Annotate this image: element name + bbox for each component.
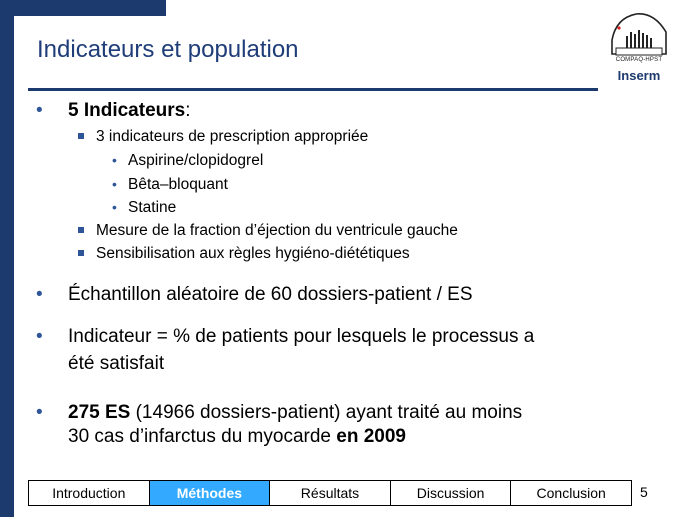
slide: Indicateurs et population COMPAQ-HPST Inserm • 5 Indicateurs: 3 indicateurs de prescription appropriée • Aspirine/clopidogrel • Bêta–bloquant • Statine Mesure de la fraction d’éjection du ventricule gauche Sensibilisation aux règles hygiéno-diététiques • Échantillon aléatoire de 60 dossiers-patient / ES • Indicateur = % de patients pour lesquels le processus a été satisfait • 275 ES (14966 dossiers-patient) ayant traité au moins 30 cas d’infarctus du myocarde en 2009 Introduction Méthodes Résultats Discussion Conclusion 5: [0, 0, 689, 517]
indicators-colon: :: [185, 100, 191, 121]
square-bullet-icon: [78, 227, 84, 233]
bullet-dot-icon: •: [112, 176, 117, 192]
bullet-dot-icon: •: [112, 199, 117, 215]
nav-conclusion[interactable]: Conclusion: [511, 481, 631, 505]
logo-caption: COMPAQ-HPST: [615, 57, 663, 63]
bullet-dot-icon: •: [36, 284, 43, 305]
year-2009: en 2009: [336, 426, 406, 447]
indicators-heading: 5 Indicateurs: [68, 100, 186, 121]
nav-discussion[interactable]: Discussion: [391, 481, 512, 505]
left-accent-bar: [0, 0, 14, 517]
logo-emblem-icon: [606, 10, 672, 60]
bullet-dot-icon: •: [36, 100, 43, 121]
title-divider: [28, 88, 598, 91]
nav-introduction[interactable]: Introduction: [29, 481, 150, 505]
bullet-dot-icon: •: [36, 402, 43, 423]
inserm-logo: [606, 10, 672, 88]
es-count: 275 ES: [68, 402, 131, 423]
infarctus-text: 30 cas d’infarctus du myocarde: [68, 426, 337, 447]
square-bullet-icon: [78, 250, 84, 256]
bullet-dot-icon: •: [36, 326, 43, 347]
top-accent-tab: [0, 0, 166, 16]
nav-methodes[interactable]: Méthodes: [150, 481, 271, 505]
es-description: (14966 dossiers-patient) ayant traité au moins: [130, 402, 523, 423]
logo-brand: Inserm: [617, 68, 661, 83]
slide-title: Indicateurs et population: [37, 36, 299, 63]
nav-resultats[interactable]: Résultats: [270, 481, 391, 505]
square-bullet-icon: [78, 133, 84, 139]
bullet-dot-icon: •: [112, 152, 117, 168]
page-number: 5: [640, 484, 648, 500]
section-nav: [28, 480, 632, 506]
